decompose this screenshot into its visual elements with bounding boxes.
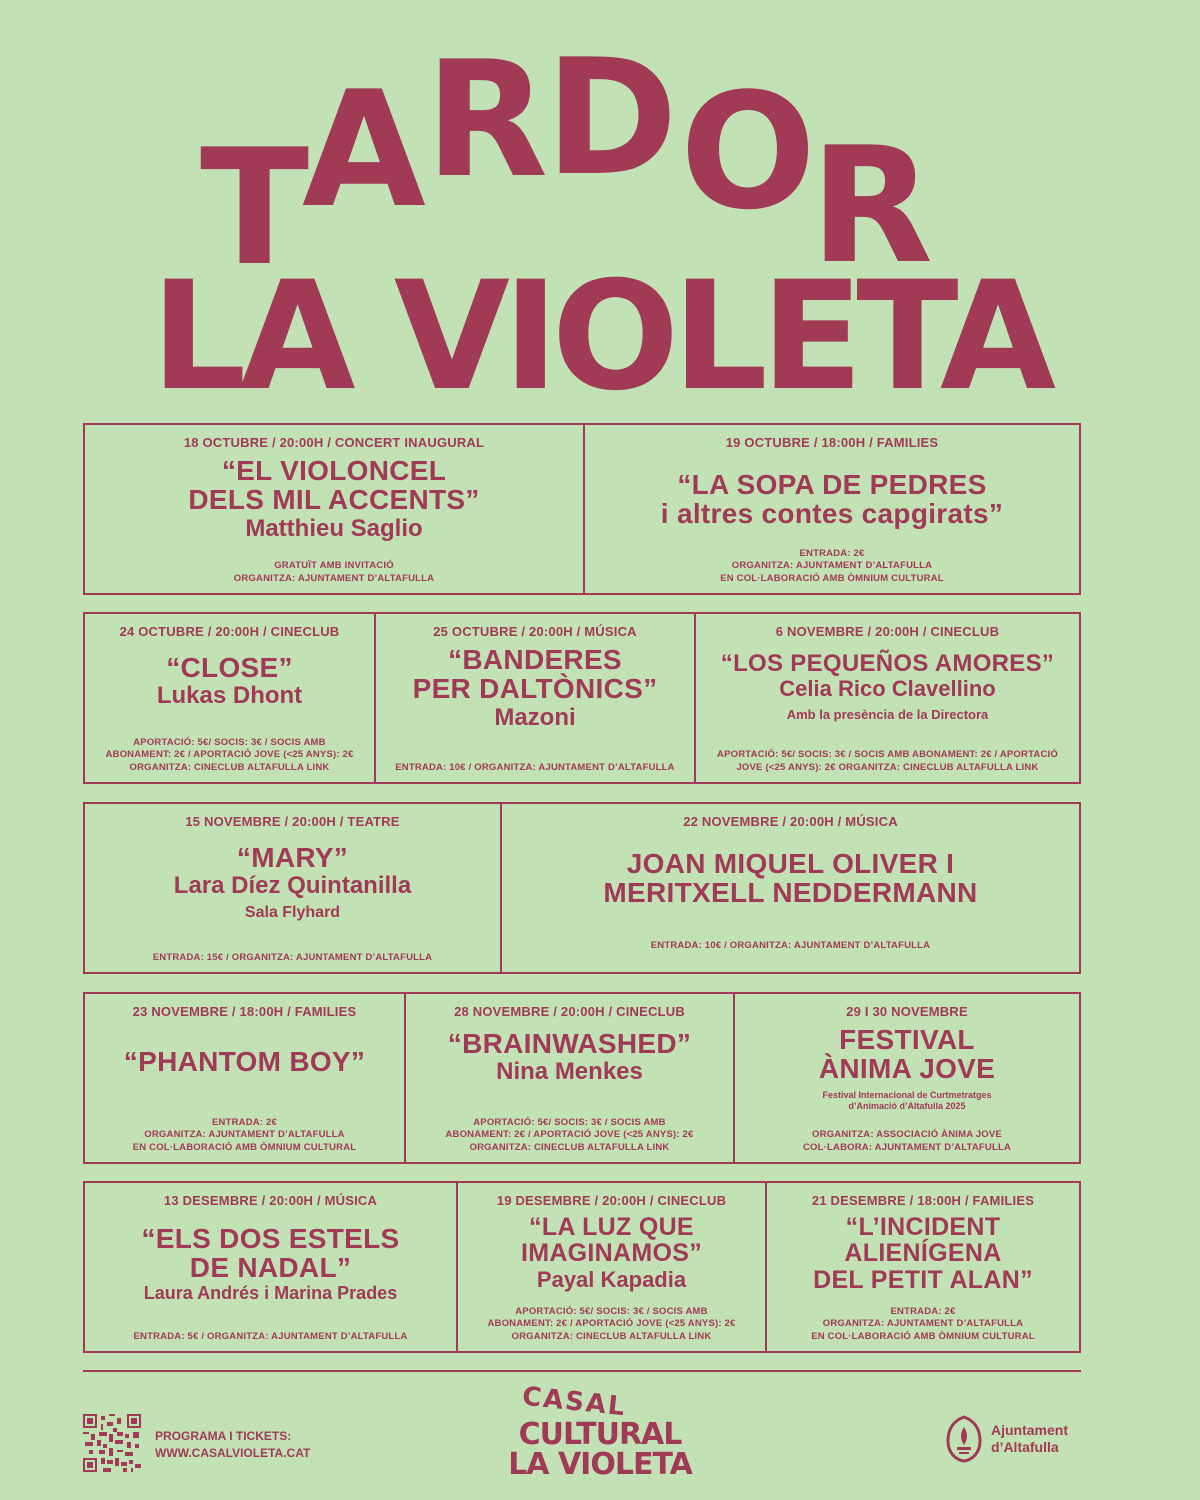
event-title: FESTIVAL ÀNIMA JOVE — [818, 1024, 996, 1085]
event-author: Matthieu Saglio — [245, 514, 423, 542]
program-label: PROGRAMA I TICKETS: — [155, 1429, 292, 1443]
event-title: JOAN MIQUEL OLIVER I MERITXELL NEDDERMANN — [603, 848, 978, 909]
event-card[interactable] — [585, 425, 1079, 593]
event-meta: 24 OCTUBRE / 20:00H / CINECLUB — [119, 624, 340, 639]
event-author: Lukas Dhont — [156, 682, 303, 710]
event-title: “MARY” — [236, 842, 349, 873]
event-meta: 28 NOVEMBRE / 20:00H / CINECLUB — [454, 1004, 685, 1019]
event-note: Sala Flyhard — [244, 903, 341, 921]
event-card[interactable] — [85, 614, 376, 782]
event-meta: 6 NOVEMBRE / 20:00H / CINECLUB — [775, 624, 1000, 639]
event-card[interactable] — [696, 614, 1079, 782]
event-meta: 25 OCTUBRE / 20:00H / MÚSICA — [433, 624, 637, 639]
event-card[interactable] — [85, 804, 502, 972]
event-info: ENTRADA: 2€ ORGANITZA: AJUNTAMENT D’ALTAFULLA EN COL·LABORACIÓ AMB ÒMNIUM CULTURAL — [132, 1116, 357, 1153]
event-card[interactable] — [406, 994, 735, 1162]
event-note: Amb la presència de la Directora — [786, 707, 989, 723]
event-info: ENTRADA: 10€ / ORGANITZA: AJUNTAMENT D’ALTAFULLA — [650, 939, 931, 951]
event-meta: 21 DESEMBRE / 18:00H / FAMILIES — [811, 1193, 1035, 1208]
event-meta: 19 DESEMBRE / 20:00H / CINECLUB — [496, 1193, 727, 1208]
footer-divider — [83, 1370, 1081, 1372]
event-author: Celia Rico Clavellino — [779, 676, 996, 702]
casal-logo-line1: CASAL — [520, 1381, 628, 1423]
event-author: Payal Kapadia — [536, 1266, 687, 1292]
casal-cultural-logo — [470, 1381, 730, 1485]
event-author: Nina Menkes — [496, 1058, 643, 1086]
event-meta: 15 NOVEMBRE / 20:00H / TEATRE — [185, 814, 400, 829]
event-meta: 22 NOVEMBRE / 20:00H / MÚSICA — [683, 814, 898, 829]
event-title: “L’INCIDENT ALIENÍGENA DEL PETIT ALAN” — [813, 1213, 1033, 1294]
title-letter-a: A — [302, 56, 422, 243]
ajuntament-line2: d’Altafulla — [991, 1439, 1059, 1455]
event-title: “LA SOPA DE PEDRES i altres contes capgirats” — [660, 469, 1004, 530]
event-title: “PHANTOM BOY” — [123, 1046, 366, 1077]
event-info: ENTRADA: 5€ / ORGANITZA: AJUNTAMENT D’ALTAFULLA — [133, 1330, 408, 1342]
event-info: APORTACIÓ: 5€/ SOCIS: 3€ / SOCIS AMB ABONAMENT: 2€ / APORTACIÓ JOVE (<25 ANYS): 2€ ORGANITZA: CINECLUB ALTAFULLA LINK — [717, 749, 1058, 773]
event-row-3 — [83, 802, 1081, 974]
event-meta: 18 OCTUBRE / 20:00H / CONCERT INAUGURAL — [183, 435, 485, 450]
event-title: “BRAINWASHED” — [447, 1028, 692, 1059]
event-info: ENTRADA: 10€ / ORGANITZA: AJUNTAMENT D’ALTAFULLA — [395, 761, 675, 773]
program-info — [155, 1428, 310, 1463]
event-info: ENTRADA: 2€ ORGANITZA: AJUNTAMENT D’ALTAFULLA EN COL·LABORACIÓ AMB ÒMNIUM CULTURAL — [720, 547, 944, 584]
event-info: ENTRADA: 15€ / ORGANITZA: AJUNTAMENT D’ALTAFULLA — [152, 951, 433, 963]
event-title: “LOS PEQUEÑOS AMORES” — [720, 650, 1055, 677]
title-letter-t: T — [200, 114, 306, 301]
event-title: “ELS DOS ESTELS DE NADAL” — [141, 1223, 400, 1284]
event-title: “CLOSE” — [166, 652, 293, 683]
qr-code-icon[interactable] — [83, 1414, 141, 1472]
event-meta: 29 I 30 NOVEMBRE — [846, 1004, 968, 1019]
event-card[interactable] — [85, 1183, 458, 1351]
casal-logo-line2: CULTURAL — [518, 1417, 682, 1452]
event-card[interactable] — [767, 1183, 1079, 1351]
event-card[interactable] — [85, 994, 406, 1162]
program-url-link[interactable]: WWW.CASALVIOLETA.CAT — [155, 1446, 311, 1461]
event-info: APORTACIÓ: 5€/ SOCIS: 3€ / SOCIS AMB ABONAMENT: 2€ / APORTACIÓ JOVE (<25 ANYS): 2€ ORGANITZA: CINECLUB ALTAFULLA LINK — [445, 1116, 694, 1153]
event-meta: 13 DESEMBRE / 20:00H / MÚSICA — [163, 1193, 378, 1208]
event-info: APORTACIÓ: 5€/ SOCIS: 3€ / SOCIS AMB ABONAMENT: 2€ / APORTACIÓ JOVE (<25 ANYS): 2€ ORGANITZA: CINECLUB ALTAFULLA LINK — [487, 1305, 736, 1342]
event-row-4 — [83, 992, 1081, 1164]
event-info: APORTACIÓ: 5€/ SOCIS: 3€ / SOCIS AMB ABONAMENT: 2€ / APORTACIÓ JOVE (<25 ANYS): 2€ ORGANITZA: CINECLUB ALTAFULLA LINK — [105, 736, 354, 773]
title-letter-r1: R — [425, 26, 545, 213]
event-card[interactable] — [502, 804, 1079, 972]
event-card[interactable] — [85, 425, 585, 593]
event-row-2 — [83, 612, 1081, 784]
event-meta: 19 OCTUBRE / 18:00H / FAMILIES — [725, 435, 939, 450]
title-letter-d: D — [545, 24, 674, 211]
event-row-1 — [83, 423, 1081, 595]
event-row-5 — [83, 1181, 1081, 1353]
casal-logo-line3: LA VIOLETA — [508, 1447, 692, 1482]
event-author: Laura Andrés i Marina Prades — [143, 1282, 398, 1303]
event-title: “BANDERES PER DALTÒNICS” — [412, 644, 658, 705]
title-la-violeta: LA VIOLETA — [150, 250, 1050, 424]
event-meta: 23 NOVEMBRE / 18:00H / FAMILIES — [132, 1004, 357, 1019]
event-card[interactable] — [376, 614, 696, 782]
event-card[interactable] — [458, 1183, 767, 1351]
title-letter-r2: R — [810, 112, 930, 299]
ajuntament-line1: Ajuntament — [991, 1422, 1068, 1439]
ajuntament-logo — [945, 1415, 1068, 1463]
title-letter-o: O — [680, 58, 813, 245]
event-title: “LA LUZ QUE IMAGINAMOS” — [520, 1213, 703, 1268]
event-author: Lara Díez Quintanilla — [173, 872, 412, 900]
event-card[interactable] — [735, 994, 1079, 1162]
event-info: ENTRADA: 2€ ORGANITZA: AJUNTAMENT D’ALTAFULLA EN COL·LABORACIÓ AMB ÒMNIUM CULTURAL — [811, 1305, 1035, 1342]
event-note: Festival Internacional de Curtmetratges d’Animació d’Altafulla 2025 — [822, 1089, 992, 1112]
event-info: ORGANITZA: ASSOCIACIÓ ÀNIMA JOVE COL·LABORA: AJUNTAMENT D’ALTAFULLA — [802, 1129, 1012, 1153]
event-author: Mazoni — [494, 703, 576, 731]
event-info: GRATUÏT AMB INVITACIÓ ORGANITZA: AJUNTAMENT D’ALTAFULLA — [233, 560, 435, 584]
event-title: “EL VIOLONCEL DELS MIL ACCENTS” — [188, 455, 480, 516]
shield-icon — [945, 1415, 983, 1463]
